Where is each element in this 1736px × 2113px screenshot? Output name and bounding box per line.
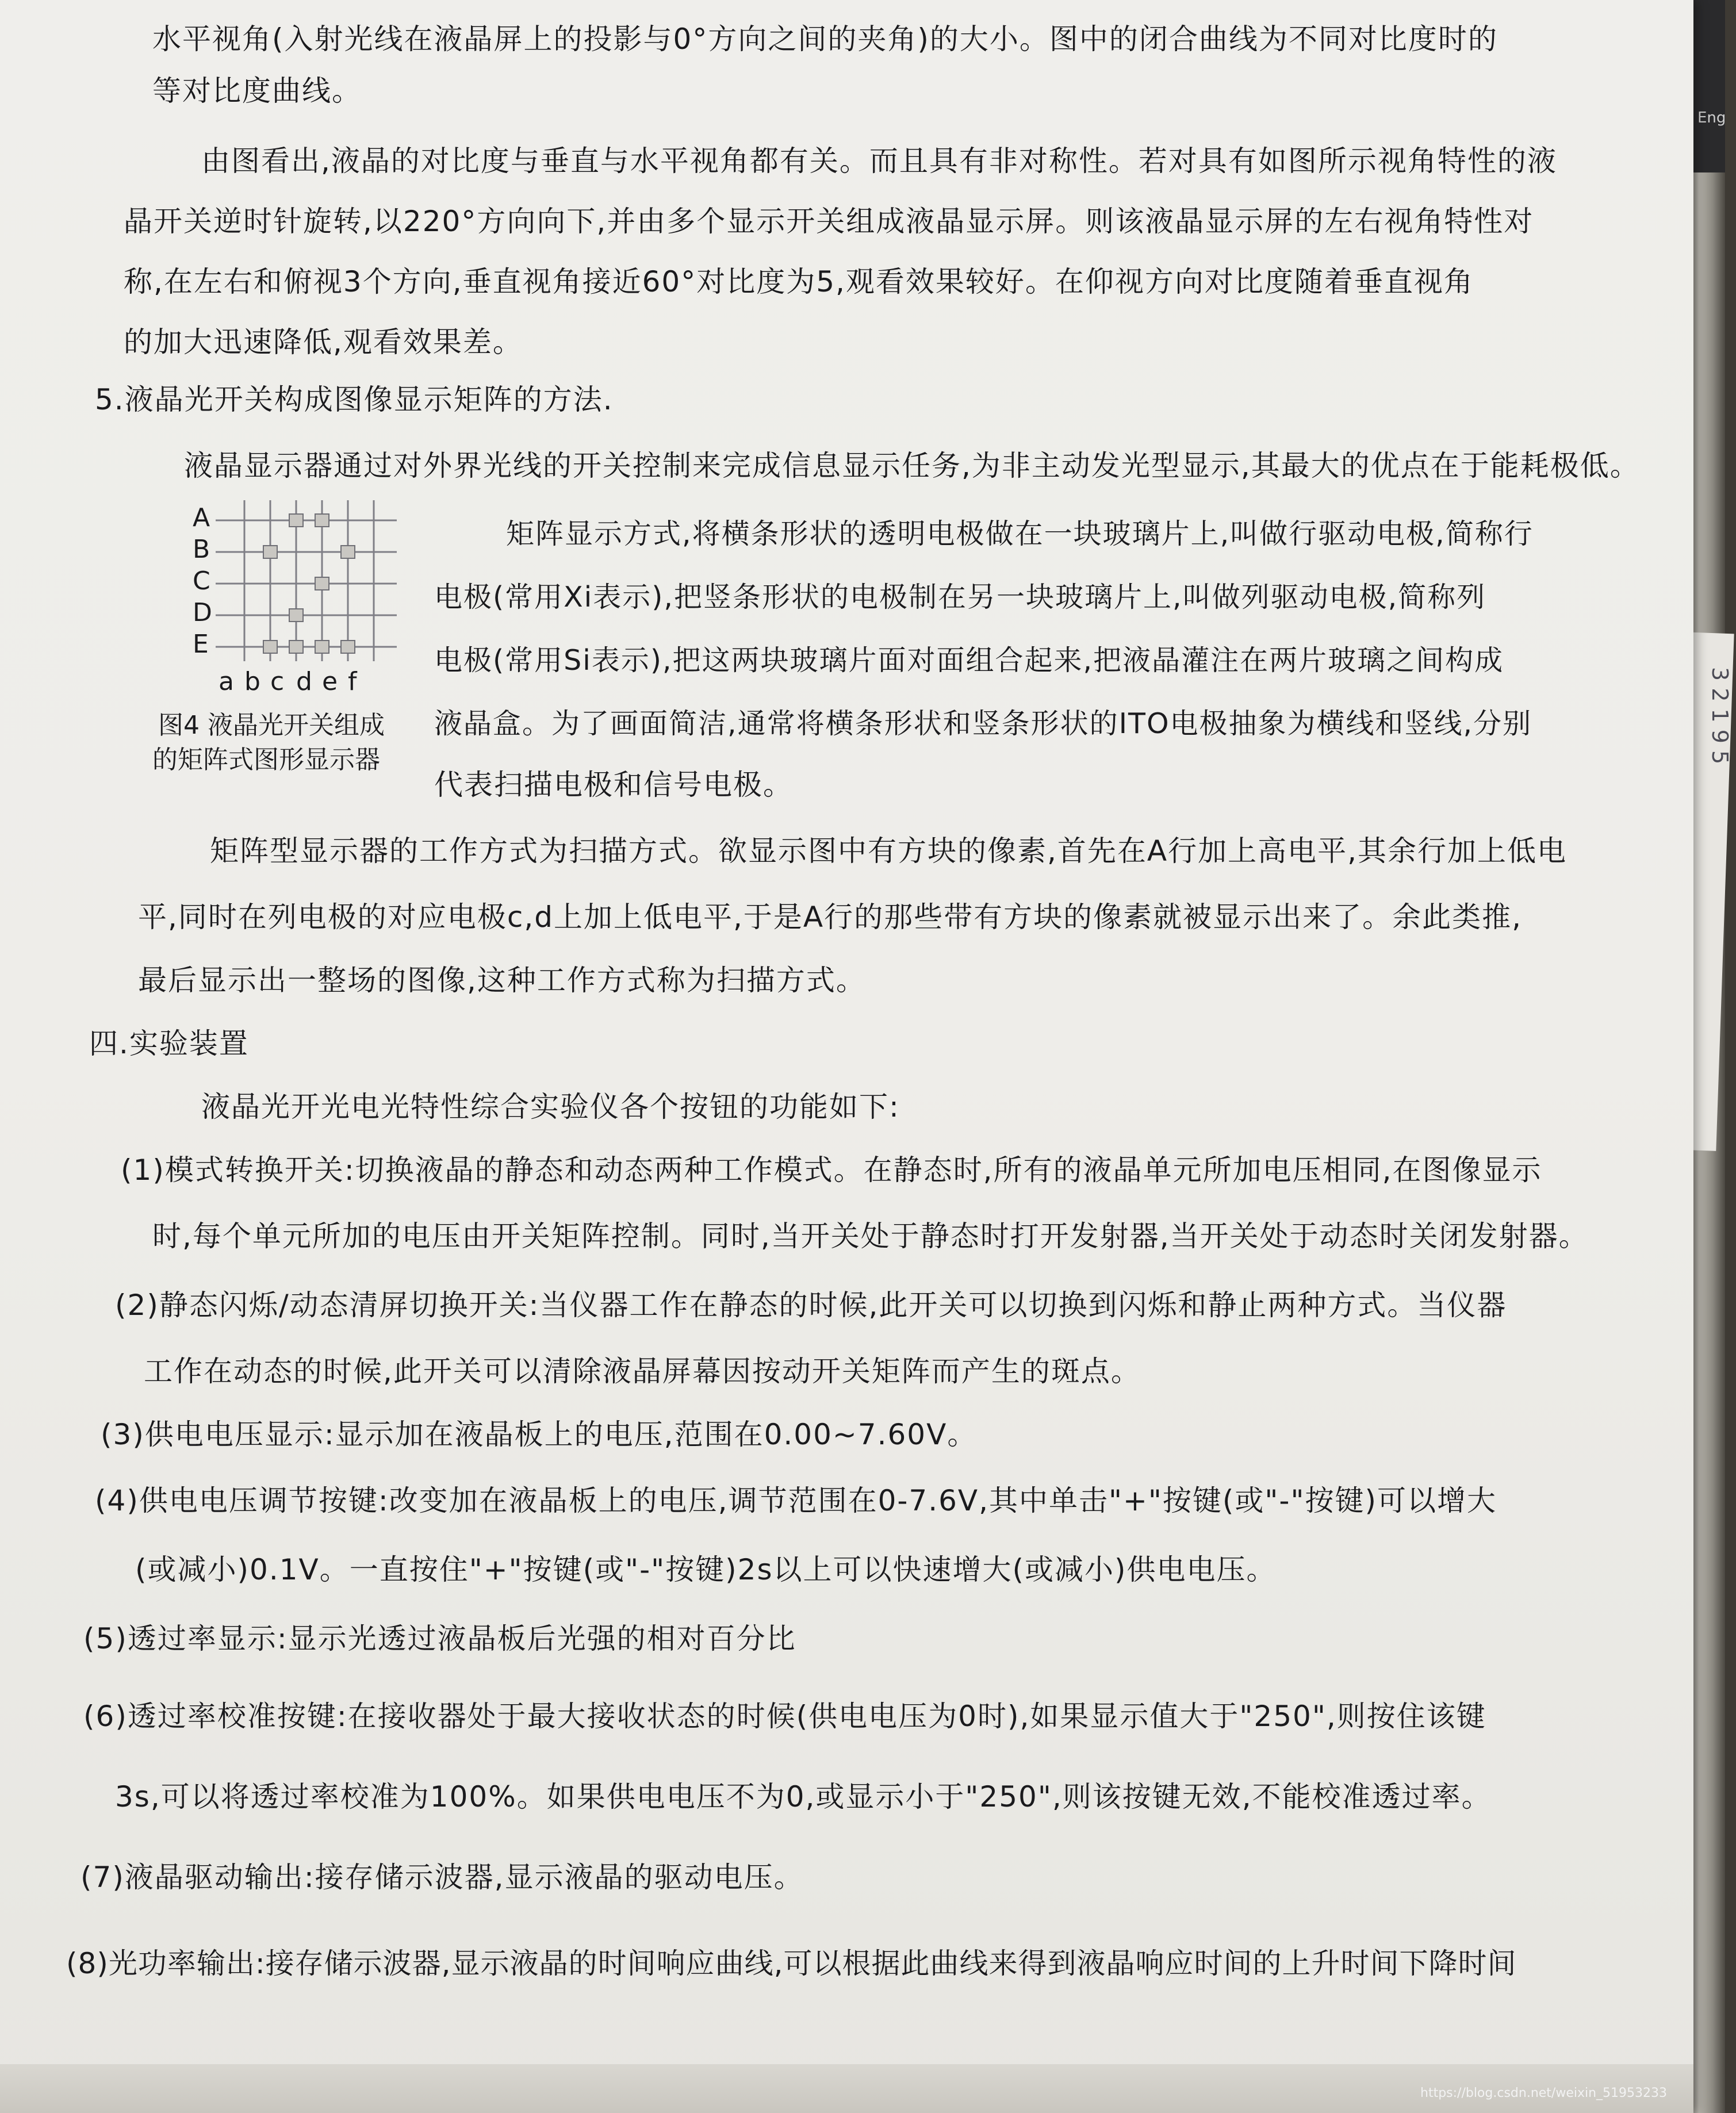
col-label-e: e: [322, 667, 338, 696]
row-label-A: A: [193, 503, 210, 532]
side-marks: 3 2 1 9 5: [1707, 667, 1733, 765]
col-label-b: b: [244, 667, 260, 696]
text-line-2: 等对比度曲线。: [152, 74, 362, 108]
pixel-block: [289, 641, 303, 653]
row-label-C: C: [193, 566, 210, 596]
text-line-9: 矩阵显示方式,将横条形状的透明电极做在一块玻璃片上,叫做行驱动电极,简称行: [506, 517, 1534, 550]
text-line-5: 称,在左右和俯视3个方向,垂直视角接近60°对比度为5,观看效果较好。在仰视方向对比度随着垂直视角: [124, 265, 1474, 298]
col-label-d: d: [296, 667, 312, 696]
item-5: (5)透过率显示:显示光透过液晶板后光强的相对百分比: [83, 1622, 796, 1655]
pixel-block: [263, 641, 277, 653]
item-7: (7)液晶驱动输出:接存储示波器,显示液晶的驱动电压。: [81, 1861, 804, 1894]
row-label-B: B: [193, 535, 210, 564]
matrix-figure: [173, 494, 414, 701]
laptop-label: Eng: [1697, 109, 1726, 126]
item-8: (8)光功率输出:接存储示波器,显示液晶的时间响应曲线,可以根据此曲线来得到液晶响应时间的上升时间下降时间: [66, 1947, 1517, 1980]
pixel-block: [315, 514, 329, 527]
text-line-13: 代表扫描电极和信号电极。: [434, 768, 793, 802]
text-line-11: 电极(常用Si表示),把这两块玻璃片面对面组合起来,把液晶灌注在两片玻璃之间构成: [434, 644, 1504, 677]
pixel-block: [289, 514, 303, 527]
col-label-a: a: [219, 667, 234, 696]
pixel-block: [289, 609, 303, 622]
row-label-D: D: [193, 598, 212, 627]
watermark: https://blog.csdn.net/weixin_51953233: [1420, 2086, 1668, 2100]
text-line-1: 水平视角(入射光线在液晶屏上的投影与0°方向之间的夹角)的大小。图中的闭合曲线为不同对比度时的: [152, 22, 1498, 56]
col-label-f: f: [348, 667, 357, 696]
text-line-16: 最后显示出一整场的图像,这种工作方式称为扫描方式。: [138, 964, 866, 997]
item-2-line-1: (2)静态闪烁/动态清屏切换开关:当仪器工作在静态的时候,此开关可以切换到闪烁和静止两种方式。当仪器: [115, 1288, 1507, 1322]
text-line-6: 的加大迅速降低,观看效果差。: [124, 325, 523, 359]
item-1-line-2: 时,每个单元所加的电压由开关矩阵控制。同时,当开关处于静态时打开发射器,当开关处于动态时关闭发射器。: [152, 1220, 1589, 1253]
figure-caption-line-2: 的矩阵式图形显示器: [152, 745, 380, 774]
text-line-10: 电极(常用Xi表示),把竖条形状的电极制在另一块玻璃片上,叫做列驱动电极,简称列: [434, 581, 1486, 613]
item-6-line-2: 3s,可以将透过率校准为100%。如果供电电压不为0,或显示小于"250",则该按键无效,不能校准透过率。: [115, 1780, 1492, 1813]
item-4-line-1: (4)供电电压调节按键:改变加在液晶板上的电压,调节范围在0-7.6V,其中单击"+"按键(或"-"按键)可以增大: [95, 1484, 1497, 1517]
text-line-3: 由图看出,液晶的对比度与垂直与水平视角都有关。而且具有非对称性。若对具有如图所示视角特性的液: [201, 144, 1557, 178]
pixel-block: [341, 641, 355, 653]
item-6-line-1: (6)透过率校准按键:在接收器处于最大接收状态的时候(供电电压为0时),如果显示值大于"250",则按住该键: [83, 1700, 1486, 1733]
text-line-8: 液晶显示器通过对外界光线的开关控制来完成信息显示任务,为非主动发光型显示,其最大的优点在于能耗极低。: [184, 449, 1640, 482]
pixel-block: [315, 641, 329, 653]
section-heading-4: 四.实验装置: [89, 1027, 249, 1060]
text-line-4: 晶开关逆时针旋转,以220°方向向下,并由多个显示开关组成液晶显示屏。则该液晶显示屏的左右视角特性对: [124, 205, 1534, 238]
pixel-block: [341, 546, 355, 558]
item-4-line-2: (或减小)0.1V。一直按住"+"按键(或"-"按键)2s以上可以快速增大(或减小)供电电压。: [135, 1553, 1277, 1586]
text-line-18: 液晶光开光电光特性综合实验仪各个按钮的功能如下:: [201, 1090, 900, 1123]
row-label-E: E: [193, 630, 209, 659]
item-2-line-2: 工作在动态的时候,此开关可以清除液晶屏幕因按动开关矩阵而产生的斑点。: [144, 1355, 1141, 1388]
item-1-line-1: (1)模式转换开关:切换液晶的静态和动态两种工作模式。在静态时,所有的液晶单元所加电压相同,在图像显示: [121, 1153, 1542, 1187]
text-line-12: 液晶盒。为了画面简洁,通常将横条形状和竖条形状的ITO电极抽象为横线和竖线,分别: [434, 707, 1532, 740]
section-heading-5: 5.液晶光开关构成图像显示矩阵的方法.: [95, 383, 614, 416]
grid-lines: [216, 500, 397, 661]
col-label-c: c: [270, 667, 285, 696]
item-3: (3)供电电压显示:显示加在液晶板上的电压,范围在0.00~7.60V。: [101, 1418, 978, 1451]
text-line-14: 矩阵型显示器的工作方式为扫描方式。欲显示图中有方块的像素,首先在A行加上高电平,其余行加上低电: [210, 834, 1567, 868]
figure-caption-line-1: 图4 液晶光开关组成: [158, 711, 385, 740]
pixel-block: [315, 577, 329, 590]
text-line-15: 平,同时在列电极的对应电极c,d上加上低电平,于是A行的那些带有方块的像素就被显示出来了。余此类推,: [138, 900, 1523, 934]
pixel-block: [263, 546, 277, 558]
